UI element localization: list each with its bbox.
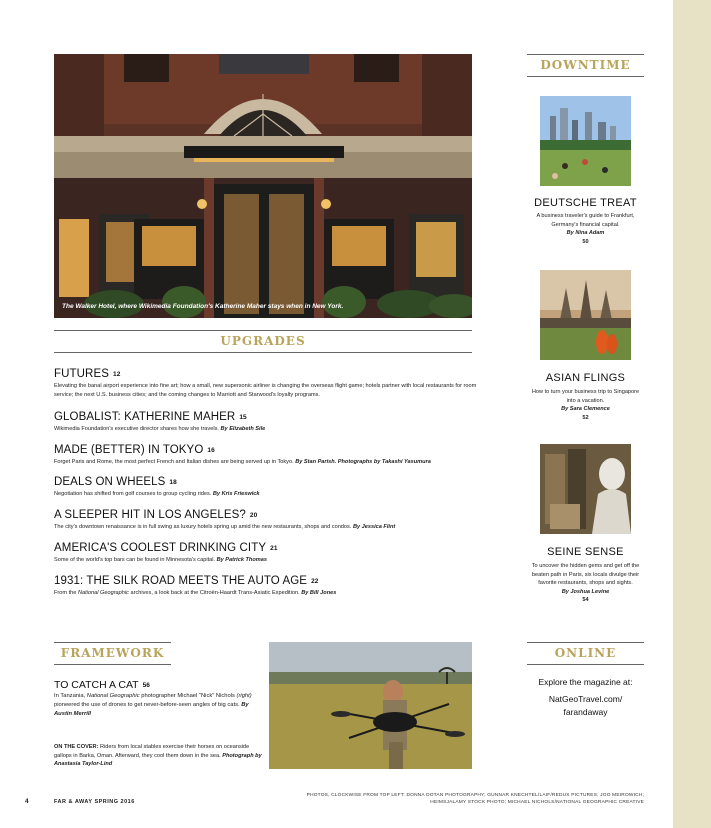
framework-byline: By Austin Merrill [54,702,249,717]
article-title: DEALS ON WHEELS 18 [54,476,177,488]
article-description: Negotiation has shifted from golf courses to group cycling rides. By Kris Frieswick [54,491,260,497]
article-byline: By Patrick Thomas [216,557,267,563]
online-link-2[interactable]: farandaway [563,707,608,717]
framework-description: In Tanzania, National Geographic photographer Michael "Nick" Nichols (right) pioneered the use of drones to get never-before-seen angles of big cats. By Austin Merrill [54,693,252,717]
upgrades-rule-bottom [54,352,472,353]
article-drinking-city[interactable] [54,542,479,565]
page-edge-strip [673,0,711,828]
article-description: Wikimedia Foundation's executive director shares how she travels. By Elizabeth Sile [54,426,266,432]
article-description: The city's downtown renaissance is in full swing as luxury hotels spring up amid the new restaurants, shops and condos. By Jessica Flint [54,524,396,530]
framework-rule-top [54,642,171,643]
article-silk-road[interactable] [54,575,479,598]
hotel-facade-illustration [54,54,472,318]
asian-flings-title[interactable]: ASIAN FLINGS [545,372,626,384]
article-byline: By Kris Frieswick [212,491,260,497]
seine-sense-title[interactable]: SEINE SENSE [547,546,624,558]
article-globalist[interactable] [54,411,479,434]
article-futures[interactable] [54,368,479,400]
article-page-number: 16 [207,447,215,454]
cover-byline: Photograph by Anastasia Taylor-Lind [54,752,262,767]
article-byline: By Bill Jones [301,590,337,596]
photo-credits: PHOTOS, CLOCKWISE FROM TOP LEFT: DONNA DOTAN PHOTOGRAPHY; GUNNAR KNECHTEL/LAIF/REDUX PICTURES; JOO MEIROWICH; HEIMSJALAMY STOCK PHOTO; MICHAEL NICHOLS/NATIONAL GEOGRAPHIC CREATIVE [306,793,644,805]
article-page-number: 21 [270,545,278,552]
drone-photographer-photo [269,642,472,769]
online-rule-top [527,642,644,643]
folio-magazine-name: FAR & AWAY SPRING 2016 [54,799,135,805]
seine-sense-page: 54 [582,597,589,603]
deutsche-treat-byline: By Nina Adam [566,230,605,236]
article-byline: By Jessica Flint [352,524,396,530]
article-title: A SLEEPER HIT IN LOS ANGELES? 20 [54,509,258,521]
deutsche-treat-page: 50 [582,238,589,245]
downtime-rule-top [527,54,644,55]
hero-photo-walker-hotel [54,54,472,318]
downtime-rule-bottom [527,76,644,77]
article-title: 1931: THE SILK ROAD MEETS THE AUTO AGE 22 [54,575,319,587]
article-description: Elevating the banal airport experience into fine art; how a small, new supersonic airliner is changing the overseas flight game; hotels partner with local restaurants for room service; the next U.S. business cities; and the coming changes to Marriott and Starwood's loyalty programs. [54,383,477,398]
upgrades-rule-top [54,330,472,331]
framework-page: 56 [142,682,150,689]
article-page-number: 15 [239,414,247,421]
angkor-photo [540,270,631,360]
article-page-number: 12 [113,371,121,378]
asian-flings-byline: By Sara Clemence [561,406,610,412]
article-description: From the National Geographic archives, a look back at the Citroën-Haardt Trans-Asiatic Expedition. By Bill Jones [54,590,337,596]
article-title: MADE (BETTER) IN TOKYO 16 [54,444,215,456]
upgrades-heading: UPGRADES [220,334,306,348]
framework-title[interactable]: TO CATCH A CAT 56 [54,679,150,691]
frankfurt-photo [540,96,631,186]
deutsche-treat-description: A business traveler's guide to Frankfurt, Germany's financial capital. By Nina Adam 50 [527,212,644,246]
folio-page-number: 4 [25,798,29,805]
online-line-1: Explore the magazine at: [538,677,633,687]
article-description: Forget Paris and Rome, the most perfect French and Italian dishes are being served up in Tokyo. By Stan Parish. Photographs by Takashi Yasumura [54,459,431,465]
article-title: GLOBALIST: KATHERINE MAHER 15 [54,411,247,423]
cover-note: ON THE COVER: Riders from local stables exercise their horses on oceanside gallops in Barka, Oman. Afterward, they cool them down in the sea. Photograph by Anastasia Taylor-Lind [54,744,262,767]
framework-rule-bottom [54,664,171,665]
asian-flings-page: 52 [582,414,589,421]
article-tokyo[interactable] [54,444,479,467]
downtime-heading: DOWNTIME [540,58,631,72]
article-byline: By Stan Parish. Photographs by Takashi Yasumura [295,459,431,465]
article-description: Some of the world's top bars can be found in Minnesota's capital. By Patrick Thomas [54,557,267,563]
seine-sense-description: To uncover the hidden gems and get off the beaten path in Paris, six locals divulge their favorite restaurants, shops and sights. By Joshua Levine 54 [527,562,644,605]
article-page-number: 22 [311,578,319,585]
deutsche-treat-title[interactable]: DEUTSCHE TREAT [534,197,637,209]
online-heading: ONLINE [554,646,617,660]
online-link[interactable]: NatGeoTravel.com/ [548,694,623,704]
article-title: AMERICA'S COOLEST DRINKING CITY 21 [54,542,278,554]
article-deals-on-wheels[interactable] [54,476,479,499]
article-page-number: 20 [249,512,258,519]
framework-heading: FRAMEWORK [60,646,165,660]
paris-statue-photo [540,444,631,534]
article-page-number: 18 [169,479,177,486]
online-text [527,676,644,719]
article-byline: By Elizabeth Sile [220,426,266,432]
asian-flings-description: How to turn your business trip to Singapore into a vacation. By Sara Clemence 52 [527,388,644,422]
article-los-angeles[interactable] [54,509,479,532]
seine-sense-byline: By Joshua Levine [561,588,610,595]
hero-caption: The Walker Hotel, where Wikimedia Foundation's Katherine Maher stays when in New York. [62,303,344,310]
article-title: FUTURES 12 [54,368,121,380]
online-rule-bottom [527,664,644,665]
